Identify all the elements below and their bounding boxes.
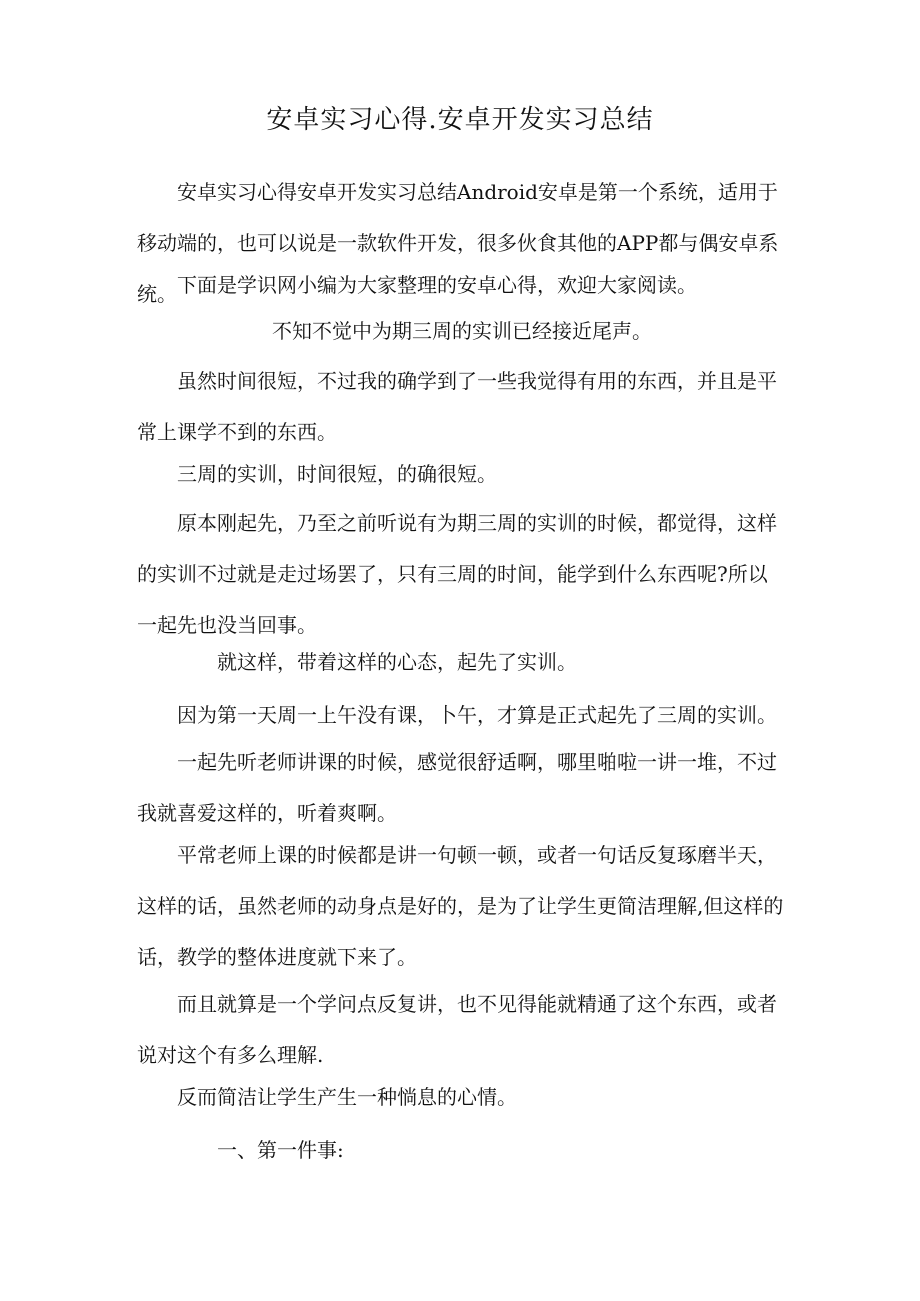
paragraph: 三周的实训，时间很短，的确很短。 [177, 462, 497, 486]
paragraph-intro: 安卓实习心得安卓开发实习总结Android安卓是第一个系统，适用于移动端的，也可以说是一款软件开发，很多伙食其他的APP都与偶安卓系统。 [137, 180, 779, 306]
paragraph-editor-note: 下面是学识网小编为大家整理的安卓心得，欢迎大家阅读。 [177, 273, 697, 297]
paragraph: 平常老师上课的时候都是讲一句顿一顿，或者一句话反复琢磨半天，这样的话，虽然老师的动身点是好的，是为了让学生更简洁理解,但这样的话，教学的整体进度就下来了。 [137, 843, 784, 969]
paragraph: 反而简洁让学生产生一种惝息的心情。 [177, 1085, 517, 1109]
paragraph-centered: 不知不觉中为期三周的实训已经接近尾声。 [272, 319, 652, 343]
paragraph: 一起先听老师讲课的时候，感觉很舒适啊，哪里啪啦一讲一堆，不过我就喜爱这样的，听着爽啊。 [137, 750, 777, 825]
paragraph: 因为第一天周一上午没有课，卜午，才算是正式起先了三周的实训。 [177, 703, 777, 727]
paragraph: 而且就算是一个学问点反复讲，也不见得能就精通了这个东西，或者说对这个有多么理解. [137, 992, 777, 1067]
document-title: 安卓实习心得.安卓开发实习总结 [266, 105, 654, 135]
paragraph: 原本刚起先，乃至之前听说有为期三周的实训的时候，都觉得，这样的实训不过就是走过场罢了，只有三周的时间，能学到什么东西呢?所以一起先也没当回事。 [137, 511, 777, 637]
section-heading: 一、第一件事: [217, 1138, 344, 1162]
paragraph-indented: 就这样，带着这样的心态，起先了实训。 [217, 650, 577, 674]
paragraph: 虽然时间很短，不过我的确学到了一些我觉得有用的东西，并且是平常上课学不到的东西。 [137, 369, 777, 444]
